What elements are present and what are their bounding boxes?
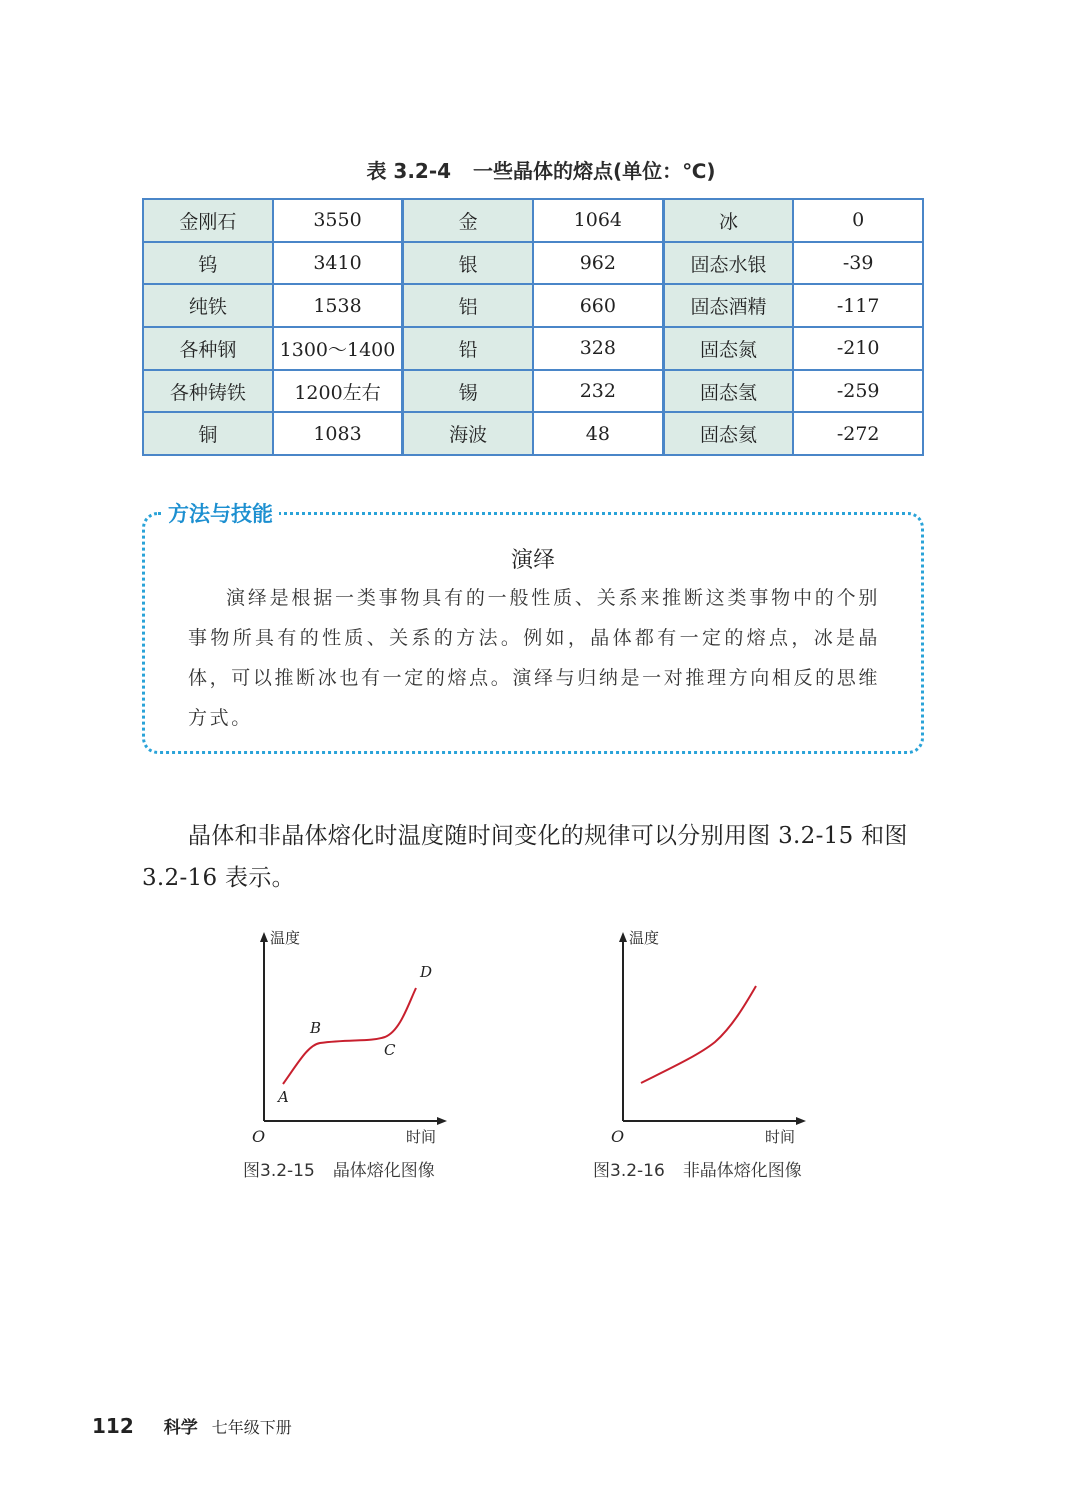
table-row [665,413,922,454]
table-group-2 [404,200,661,454]
page-number: 112 [92,1414,134,1438]
substance-name: 固态氦 [665,413,793,454]
melting-point-value: 3410 [274,243,402,284]
substance-name: 钨 [144,243,272,284]
melting-point-value: -39 [794,243,922,284]
melting-point-value: 1200左右 [274,371,402,412]
substance-name: 银 [404,243,532,284]
amorphous-origin-label: O [611,1127,625,1146]
page-footer [92,1413,292,1438]
melting-point-value: -272 [794,413,922,454]
melting-point-value: 660 [534,285,662,326]
melting-point-value: 0 [794,200,922,241]
table-row [404,200,661,241]
table-group-3 [665,200,922,454]
crystal-figure-caption [243,1156,435,1181]
table-group-1 [144,200,401,454]
crystal-curve [283,988,416,1084]
substance-name: 固态氮 [665,328,793,369]
amorphous-melting-graph [599,925,819,1150]
point-d-label: D [420,963,433,981]
substance-name: 固态水银 [665,243,793,284]
substance-name: 纯铁 [144,285,272,326]
amorphous-curve [641,986,756,1083]
substance-name: 铜 [144,413,272,454]
substance-name: 海波 [404,413,532,454]
table-row [665,243,922,284]
body-paragraph: 晶体和非晶体熔化时温度随时间变化的规律可以分别用图 3.2-15 和图 3.2-16 表示。 [142,823,908,891]
point-c-label: C [384,1041,396,1059]
table-row [665,328,922,369]
method-body: 演绎是根据一类事物具有的一般性质、关系来推断这类事物中的个别事物所具有的性质、关系的方法。例如，晶体都有一定的熔点，冰是晶体，可以推断冰也有一定的熔点。演绎与归纳是一对推理方向相反的思维方式。 [188,587,880,729]
table-row [144,371,401,412]
amorphous-ylabel: 温度 [629,929,660,947]
point-b-label: B [310,1019,322,1037]
method-title: 演绎 [510,548,555,573]
method-skills-label: 方法与技能 [162,498,279,528]
table-caption-number: 表 3.2-4 [366,159,452,183]
crystal-origin-label: O [252,1127,266,1146]
amorphous-xlabel: 时间 [765,1128,796,1146]
amorphous-figure-caption [593,1156,802,1181]
table-row [665,371,922,412]
melting-point-value: -259 [794,371,922,412]
grade-label: 七年级下册 [211,1418,292,1437]
table-row [144,200,401,241]
melting-point-value: 962 [534,243,662,284]
amorphous-graph-svg [599,925,819,1150]
table-row [144,413,401,454]
melting-point-value: 3550 [274,200,402,241]
table-row [665,285,922,326]
table-row [665,200,922,241]
point-a-label: A [278,1088,289,1106]
substance-name: 金 [404,200,532,241]
substance-name: 铅 [404,328,532,369]
table-row [144,243,401,284]
melting-point-value: 328 [534,328,662,369]
table-row [404,243,661,284]
table-caption [0,155,1082,184]
table-row [144,285,401,326]
substance-name: 固态酒精 [665,285,793,326]
melting-point-value: 1300～1400 [274,328,402,369]
crystal-melting-graph [240,925,460,1150]
substance-name: 各种铸铁 [144,371,272,412]
subject-label: 科学 [163,1418,198,1438]
substance-name: 冰 [665,200,793,241]
melting-point-value: 1083 [274,413,402,454]
table-row [404,328,661,369]
melting-point-value: 48 [534,413,662,454]
melting-point-value: 1538 [274,285,402,326]
substance-name: 锡 [404,371,532,412]
table-row [144,328,401,369]
substance-name: 铝 [404,285,532,326]
amorphous-caption-number: 图3.2-16 [593,1161,665,1181]
melting-point-table [142,198,924,456]
crystal-ylabel: 温度 [270,929,301,947]
amorphous-caption-text: 非晶体熔化图像 [682,1161,802,1181]
substance-name: 固态氢 [665,371,793,412]
crystal-caption-text: 晶体熔化图像 [332,1161,435,1181]
substance-name: 金刚石 [144,200,272,241]
table-row [404,285,661,326]
melting-point-value: 1064 [534,200,662,241]
table-row [404,413,661,454]
crystal-graph-svg [240,925,460,1150]
table-caption-text: 一些晶体的熔点(单位：℃) [473,159,716,183]
melting-point-value: 232 [534,371,662,412]
crystal-caption-number: 图3.2-15 [243,1161,315,1181]
crystal-xlabel: 时间 [406,1128,437,1146]
table-row [404,371,661,412]
melting-point-value: -117 [794,285,922,326]
melting-point-value: -210 [794,328,922,369]
substance-name: 各种钢 [144,328,272,369]
